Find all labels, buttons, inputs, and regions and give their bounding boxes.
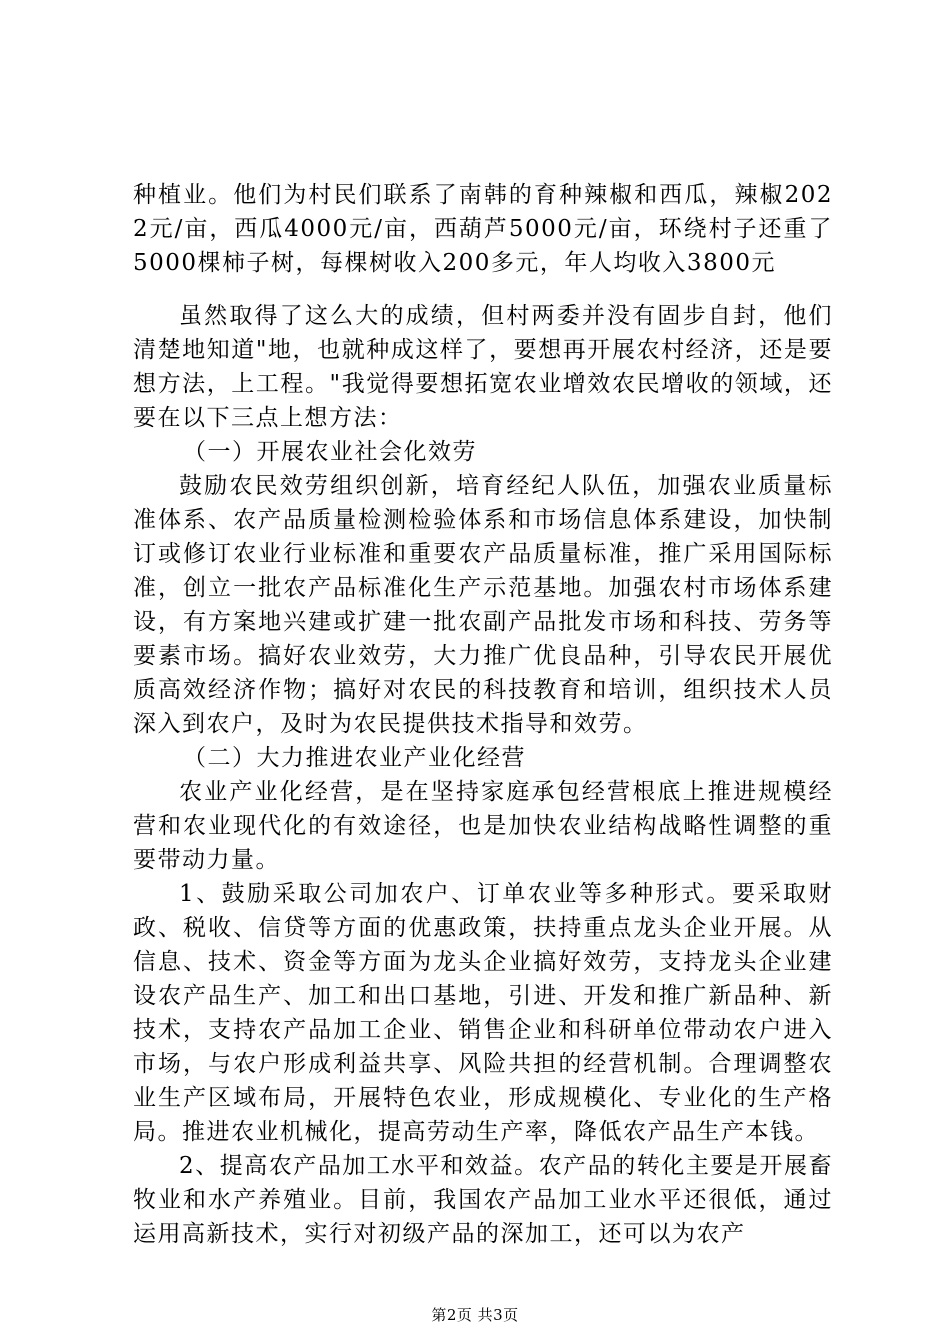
paragraph-item-1: 1、鼓励采取公司加农户、订单农业等多种形式。要采取财政、税收、信贷等方面的优惠政策，扶持重点龙头企业开展。从信息、技术、资金等方面为龙头企业搞好效劳，支持龙头企业建设农产品生产、加工和出口基地，引进、开发和推广新品种、新技术，支持农产品加工企业、销售企业和科研单位带动农户进入市场，与农户形成利益共享、风险共担的经营机制。合理调整农业生产区域布局，开展特色农业，形成规模化、专业化的生产格局。推进农业机械化，提高劳动生产率，降低农产品生产本钱。 (133, 881, 833, 1145)
paragraph-item-2: 2、提高农产品加工水平和效益。农产品的转化主要是开展畜牧业和水产养殖业。目前，我国农产品加工业水平还很低，通过运用高新技术，实行对初级产品的深加工，还可以为农产 (133, 1153, 833, 1247)
paragraph-continuation: 种植业。他们为村民们联系了南韩的育种辣椒和西瓜，辣椒2022元/亩，西瓜4000元/亩，西葫芦5000元/亩，环绕村子还重了5000棵柿子树，每棵树收入200多元，年人均收入3800元 (133, 182, 833, 276)
page-footer: 第2页 共3页 (431, 1306, 519, 1324)
paragraph-intro: 虽然取得了这么大的成绩，但村两委并没有固步自封，他们清楚地知道"地，也就种成这样了，要想再开展农村经济，还是要想方法，上工程。"我觉得要想拓宽农业增效农民增收的领域，还要在以下三点上想方法： (133, 303, 833, 431)
section-heading-2: （二）大力推进农业产业化经营 (183, 745, 526, 771)
document-body-top (133, 178, 833, 280)
paragraph-section-1: 鼓励农民效劳组织创新，培育经纪人队伍，加强农业质量标准体系、农产品质量检测检验体系和市场信息体系建设，加快制订或修订农业行业标准和重要农产品质量标准，推广采用国际标准，创立一批农产品标准化生产示范基地。加强农村市场体系建设，有方案地兴建或扩建一批农副产品批发市场和科技、劳务等要素市场。搞好农业效劳，大力推广优良品种，引导农民开展优质高效经济作物；搞好对农民的科技教育和培训，组织技术人员深入到农户，及时为农民提供技术指导和效劳。 (133, 473, 833, 737)
section-heading-1: （一）开展农业社会化效劳 (183, 439, 477, 465)
document-body (133, 299, 833, 1251)
paragraph-section-2-intro: 农业产业化经营，是在坚持家庭承包经营根底上推进规模经营和农业现代化的有效途径，也是加快农业结构战略性调整的重要带动力量。 (133, 779, 833, 873)
